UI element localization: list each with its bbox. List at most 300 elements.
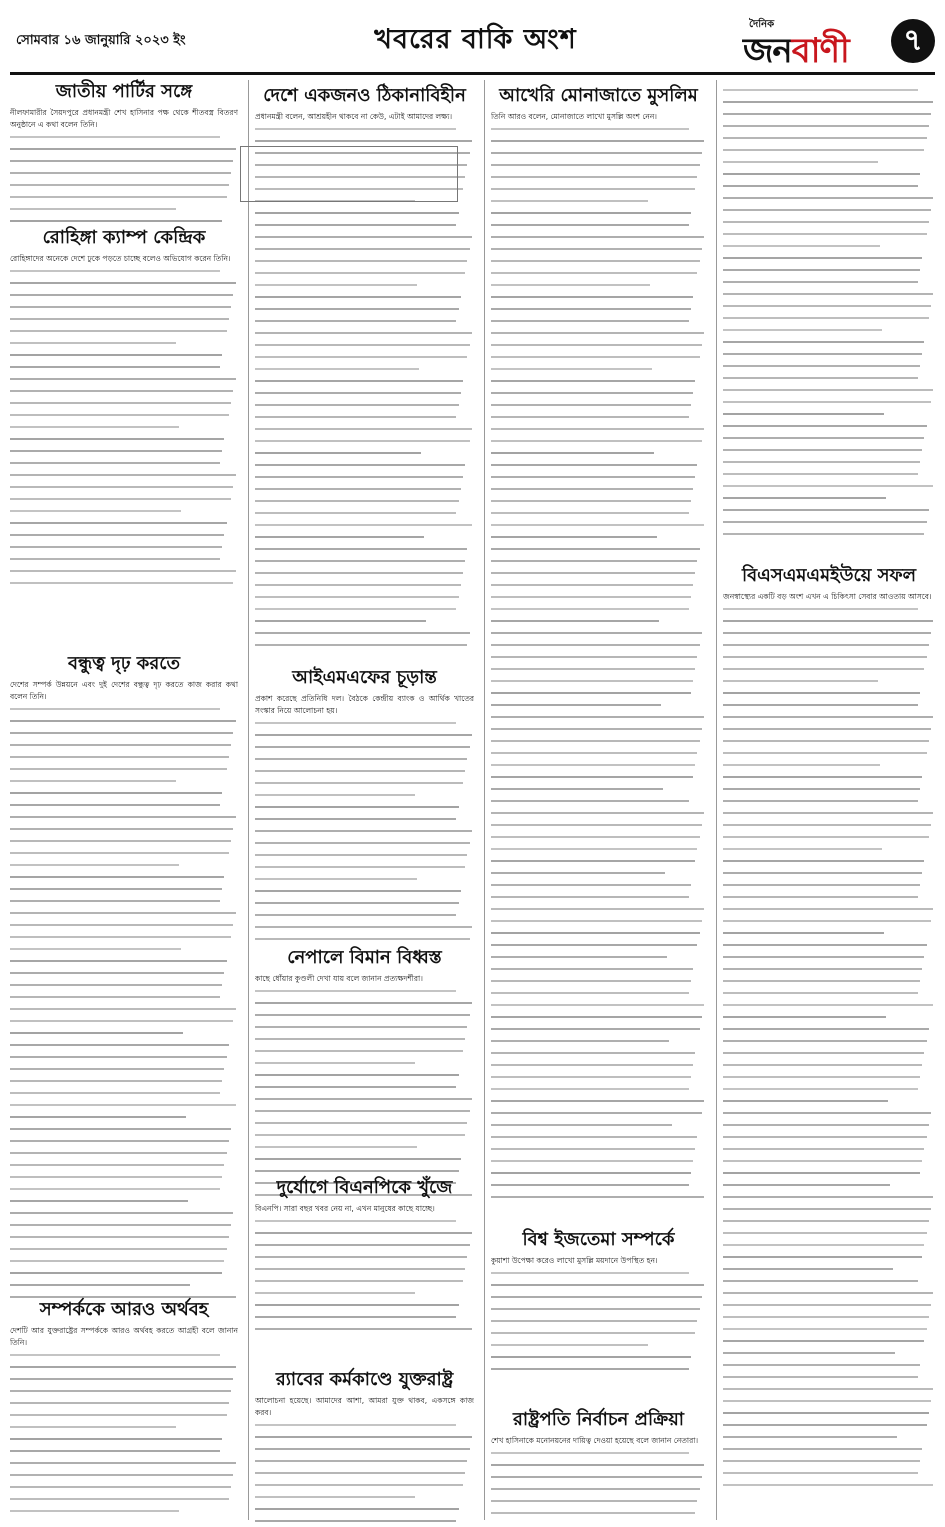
text-line	[10, 727, 238, 739]
text-line	[723, 396, 935, 408]
text-line	[723, 1047, 935, 1059]
article-headline: নেপালে বিমান বিধ্বস্ত	[287, 947, 442, 968]
text-line	[10, 1493, 238, 1505]
logo-wordmark	[743, 17, 883, 71]
text-line	[255, 243, 474, 255]
text-line	[255, 231, 474, 243]
text-line	[491, 1459, 706, 1471]
text-line	[10, 1039, 238, 1051]
text-line	[723, 1083, 935, 1095]
text-line	[491, 1143, 706, 1155]
text-line	[723, 639, 935, 651]
text-line	[723, 276, 935, 288]
text-line	[491, 483, 706, 495]
text-line	[491, 819, 706, 831]
text-line	[491, 243, 706, 255]
masthead	[10, 10, 935, 75]
text-line	[491, 507, 706, 519]
text-line	[10, 883, 238, 895]
text-line	[255, 603, 474, 615]
text-line	[255, 1153, 474, 1165]
text-line	[723, 132, 935, 144]
text-line	[10, 1267, 238, 1279]
text-line	[10, 1027, 238, 1039]
text-line	[255, 765, 474, 777]
text-line	[491, 495, 706, 507]
text-line	[723, 735, 935, 747]
text-line	[10, 1469, 238, 1481]
text-line	[10, 751, 238, 763]
text-line	[10, 397, 238, 409]
text-line	[491, 603, 706, 615]
article-text-lines	[255, 1215, 474, 1335]
article-lead: কাছে ধোঁয়ার কুণ্ডলী দেখা যায় বলে জানান প্রত্যক্ষদর্শীরা।	[255, 974, 423, 983]
article-text-lines	[723, 84, 935, 540]
text-line	[10, 289, 238, 301]
text-line	[10, 445, 238, 457]
text-line	[10, 1195, 238, 1207]
text-line	[255, 837, 474, 849]
text-line	[491, 867, 706, 879]
text-line	[10, 131, 238, 143]
text-line	[255, 387, 474, 399]
text-line	[723, 204, 935, 216]
text-line	[723, 1035, 935, 1047]
article-text-lines	[255, 985, 474, 1201]
text-line	[255, 579, 474, 591]
article-text-lines	[723, 603, 935, 1491]
text-line	[723, 1275, 935, 1287]
column-3	[484, 80, 706, 1520]
text-line	[491, 639, 706, 651]
text-line	[491, 771, 706, 783]
text-line	[255, 1491, 474, 1503]
text-line	[255, 1431, 474, 1443]
text-line	[10, 847, 238, 859]
text-line	[10, 1171, 238, 1183]
text-line	[723, 759, 935, 771]
text-line	[10, 457, 238, 469]
text-line	[255, 825, 474, 837]
text-line	[491, 1083, 706, 1095]
article-headline: দেশে একজনও ঠিকানাবিহীন	[263, 85, 466, 106]
text-line	[723, 1359, 935, 1371]
text-line	[491, 1047, 706, 1059]
text-line	[723, 312, 935, 324]
text-line	[255, 615, 474, 627]
text-line	[491, 951, 706, 963]
text-line	[491, 1471, 706, 1483]
text-line	[491, 1303, 706, 1315]
text-line	[255, 123, 474, 135]
text-line	[255, 447, 474, 459]
text-line	[723, 1071, 935, 1083]
text-line	[255, 885, 474, 897]
text-line	[491, 1179, 706, 1191]
text-line	[491, 891, 706, 903]
text-line	[723, 915, 935, 927]
text-line	[491, 531, 706, 543]
text-line	[10, 553, 238, 565]
inline-box	[240, 146, 458, 202]
text-line	[491, 1107, 706, 1119]
article-lead: প্রকাশ করেছে প্রতিনিধি দল। বৈঠকে কেন্দ্রীয় ব্যাংক ও আর্থিক খাতের সংস্কার নিয়ে আলোচনা হয়।	[255, 694, 474, 715]
text-line	[491, 327, 706, 339]
text-line	[491, 1191, 706, 1203]
article-text-lines	[10, 265, 238, 589]
text-line	[491, 1267, 706, 1279]
text-line	[723, 627, 935, 639]
text-line	[723, 1311, 935, 1323]
text-line	[491, 423, 706, 435]
article-text-lines	[10, 131, 238, 227]
text-line	[723, 1023, 935, 1035]
text-line	[491, 675, 706, 687]
text-line	[10, 763, 238, 775]
text-line	[723, 300, 935, 312]
text-line	[723, 408, 935, 420]
article-headline: বন্ধুত্ব দৃঢ় করতে	[67, 653, 181, 674]
text-line	[491, 1495, 706, 1507]
text-line	[255, 1045, 474, 1057]
text-line	[255, 207, 474, 219]
text-line	[10, 1123, 238, 1135]
text-line	[723, 615, 935, 627]
text-line	[491, 315, 706, 327]
article-text-lines	[10, 703, 238, 1303]
text-line	[255, 1009, 474, 1021]
text-line	[723, 432, 935, 444]
text-line	[255, 777, 474, 789]
text-line	[255, 1117, 474, 1129]
article-lead: জনস্বাস্থ্যের একটি বড় অংশ এখন এ চিকিৎসা সেবার আওতায় আসবে।	[723, 592, 932, 601]
text-line	[723, 1395, 935, 1407]
text-line	[255, 1093, 474, 1105]
text-line	[723, 1215, 935, 1227]
text-line	[491, 1131, 706, 1143]
text-line	[723, 1191, 935, 1203]
text-line	[10, 1087, 238, 1099]
text-line	[723, 252, 935, 264]
text-line	[491, 963, 706, 975]
article-headline: রোহিঙ্গা ক্যাম্প কেন্দ্রিক	[42, 227, 206, 248]
text-line	[723, 1227, 935, 1239]
article-rohingya-camp	[10, 226, 238, 598]
text-line	[255, 1129, 474, 1141]
text-line	[491, 975, 706, 987]
text-line	[723, 528, 935, 540]
text-line	[10, 565, 238, 577]
text-line	[10, 155, 238, 167]
text-line	[255, 507, 474, 519]
text-line	[723, 879, 935, 891]
text-line	[255, 363, 474, 375]
text-line	[491, 207, 706, 219]
article-headline: আইএমএফের চূড়ান্ত	[292, 667, 437, 688]
text-line	[723, 711, 935, 723]
text-line	[10, 1457, 238, 1469]
article-text-lines	[491, 123, 706, 1203]
text-line	[491, 195, 706, 207]
article-text-lines	[491, 1447, 706, 1519]
text-line	[255, 1057, 474, 1069]
text-line	[10, 577, 238, 589]
text-line	[10, 1135, 238, 1147]
text-line	[10, 1409, 238, 1421]
text-line	[10, 703, 238, 715]
text-line	[255, 303, 474, 315]
text-line	[491, 591, 706, 603]
text-line	[10, 529, 238, 541]
text-line	[10, 421, 238, 433]
text-line	[255, 327, 474, 339]
text-line	[255, 423, 474, 435]
text-line	[10, 1385, 238, 1397]
text-line	[10, 859, 238, 871]
text-line	[10, 895, 238, 907]
text-line	[723, 1443, 935, 1455]
article-text-lines	[255, 1419, 474, 1527]
text-line	[723, 843, 935, 855]
text-line	[10, 1279, 238, 1291]
text-line	[491, 1095, 706, 1107]
text-line	[491, 723, 706, 735]
text-line	[723, 480, 935, 492]
column-2	[248, 80, 474, 1520]
article-lead: নীলফামারীর সৈয়দপুরে প্রধানমন্ত্রী শেখ হাসিনার পক্ষ থেকে শীতবস্ত্র বিতরণ অনুষ্ঠানে এ কথা বলেন তিনি।	[10, 108, 238, 129]
text-line	[723, 783, 935, 795]
text-line	[723, 1419, 935, 1431]
article-lead: প্রধানমন্ত্রী বলেন, আশ্রয়হীন থাকবে না কেউ, এটাই আমাদের লক্ষ্য।	[255, 112, 453, 121]
text-line	[10, 1003, 238, 1015]
text-line	[723, 903, 935, 915]
text-line	[491, 447, 706, 459]
text-line	[723, 1467, 935, 1479]
text-line	[255, 291, 474, 303]
column-4	[716, 80, 935, 1520]
text-line	[491, 339, 706, 351]
text-line	[10, 191, 238, 203]
text-line	[10, 1421, 238, 1433]
text-line	[255, 531, 474, 543]
text-line	[255, 921, 474, 933]
text-line	[723, 663, 935, 675]
text-line	[10, 1159, 238, 1171]
text-line	[491, 783, 706, 795]
text-line	[255, 717, 474, 729]
text-line	[723, 240, 935, 252]
article-text-lines	[255, 717, 474, 945]
text-line	[723, 1251, 935, 1263]
text-line	[491, 663, 706, 675]
article-friendship	[10, 652, 238, 1300]
text-line	[723, 1383, 935, 1395]
text-line	[723, 1095, 935, 1107]
article-rab	[255, 1368, 474, 1520]
text-line	[255, 861, 474, 873]
text-line	[10, 1481, 238, 1493]
text-line	[491, 291, 706, 303]
text-line	[723, 120, 935, 132]
article-lead: দেশের সম্পর্ক উন্নয়নে এবং দুই দেশের বন্ধুত্ব দৃঢ় করতে কাজ করার কথা বলেন তিনি।	[10, 680, 238, 701]
text-line	[255, 1515, 474, 1527]
text-line	[10, 1099, 238, 1111]
logo-name-part1: জন	[743, 31, 792, 71]
text-line	[723, 1059, 935, 1071]
text-line	[723, 1107, 935, 1119]
article-columns	[10, 80, 935, 1520]
text-line	[255, 339, 474, 351]
text-line	[491, 1011, 706, 1023]
text-line	[491, 987, 706, 999]
text-line	[491, 1339, 706, 1351]
text-line	[10, 265, 238, 277]
text-line	[491, 543, 706, 555]
article-relations	[10, 1298, 238, 1520]
text-line	[723, 1455, 935, 1467]
text-line	[255, 1455, 474, 1467]
text-line	[491, 687, 706, 699]
text-line	[723, 372, 935, 384]
text-line	[10, 373, 238, 385]
article-text-lines	[10, 1349, 238, 1517]
text-line	[255, 1021, 474, 1033]
text-line	[491, 843, 706, 855]
text-line	[723, 156, 935, 168]
text-line	[255, 519, 474, 531]
text-line	[10, 967, 238, 979]
text-line	[723, 180, 935, 192]
text-line	[10, 715, 238, 727]
text-line	[255, 471, 474, 483]
text-line	[723, 324, 935, 336]
text-line	[10, 1207, 238, 1219]
text-line	[723, 867, 935, 879]
text-line	[491, 651, 706, 663]
text-line	[491, 1167, 706, 1179]
text-line	[723, 1407, 935, 1419]
text-line	[10, 1219, 238, 1231]
text-line	[491, 1023, 706, 1035]
text-line	[255, 985, 474, 997]
text-line	[491, 1327, 706, 1339]
text-line	[491, 1155, 706, 1167]
text-line	[10, 787, 238, 799]
article-text-lines	[491, 1267, 706, 1375]
text-line	[723, 1287, 935, 1299]
text-line	[723, 1131, 935, 1143]
text-line	[723, 1479, 935, 1491]
text-line	[10, 1255, 238, 1267]
text-line	[723, 84, 935, 96]
article-jatiya-party	[10, 80, 238, 220]
text-line	[255, 543, 474, 555]
text-line	[491, 171, 706, 183]
text-line	[255, 399, 474, 411]
text-line	[10, 325, 238, 337]
article-president-election	[491, 1408, 706, 1520]
text-line	[255, 909, 474, 921]
article-headline: জাতীয় পার্টির সঙ্গে	[55, 81, 193, 102]
text-line	[10, 811, 238, 823]
text-line	[491, 1291, 706, 1303]
text-line	[723, 795, 935, 807]
text-line	[723, 747, 935, 759]
text-line	[10, 907, 238, 919]
text-line	[491, 759, 706, 771]
text-line	[10, 1015, 238, 1027]
text-line	[491, 927, 706, 939]
text-line	[255, 627, 474, 639]
text-line	[723, 456, 935, 468]
text-line	[723, 651, 935, 663]
text-line	[723, 288, 935, 300]
text-line	[491, 1071, 706, 1083]
article-headline: বিশ্ব ইজতেমা সম্পর্কে	[522, 1229, 675, 1250]
text-line	[723, 420, 935, 432]
text-line	[491, 471, 706, 483]
text-line	[10, 493, 238, 505]
text-line	[723, 963, 935, 975]
text-line	[491, 903, 706, 915]
text-line	[723, 675, 935, 687]
text-line	[255, 1263, 474, 1275]
text-line	[255, 1467, 474, 1479]
text-line	[491, 807, 706, 819]
text-line	[723, 951, 935, 963]
article-akheri-munajat	[491, 84, 706, 1234]
text-line	[255, 1033, 474, 1045]
text-line	[10, 943, 238, 955]
text-line	[491, 1035, 706, 1047]
text-line	[723, 144, 935, 156]
text-line	[491, 579, 706, 591]
text-line	[10, 835, 238, 847]
text-line	[10, 541, 238, 553]
text-line	[491, 1059, 706, 1071]
text-line	[491, 363, 706, 375]
text-line	[491, 255, 706, 267]
article-lead: কুয়াশা উপেক্ষা করেও লাখো মুসল্লি ময়দানে উপস্থিত হন।	[491, 1256, 658, 1265]
page-number: ৭	[891, 19, 935, 63]
text-line	[255, 1419, 474, 1431]
text-line	[10, 799, 238, 811]
text-line	[10, 143, 238, 155]
text-line	[491, 795, 706, 807]
text-line	[10, 1361, 238, 1373]
text-line	[491, 375, 706, 387]
text-line	[10, 1445, 238, 1457]
text-line	[723, 831, 935, 843]
text-line	[491, 303, 706, 315]
text-line	[10, 1147, 238, 1159]
text-line	[10, 1433, 238, 1445]
text-line	[723, 108, 935, 120]
article-bsmmu	[723, 564, 935, 1520]
text-line	[723, 516, 935, 528]
article-lead: রোহিঙ্গাদের অনেকে দেশে ঢুকে পড়তে চাচ্ছে বলেও অভিযোগ করেন তিনি।	[10, 254, 231, 263]
text-line	[10, 739, 238, 751]
article-lead: তিনি আরও বলেন, মোনাজাতে লাখো মুসল্লি অংশ নেন।	[491, 112, 657, 121]
text-line	[255, 753, 474, 765]
text-line	[10, 361, 238, 373]
text-line	[255, 897, 474, 909]
text-line	[10, 931, 238, 943]
text-line	[723, 468, 935, 480]
text-line	[491, 279, 706, 291]
text-line	[10, 1373, 238, 1385]
text-line	[723, 987, 935, 999]
